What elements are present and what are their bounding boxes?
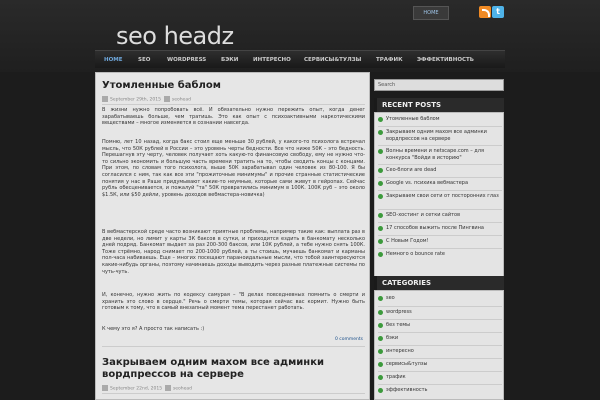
bullet-icon — [378, 362, 383, 367]
divider — [378, 222, 502, 223]
post-meta — [102, 385, 192, 392]
divider — [102, 393, 365, 394]
bullet-icon — [378, 130, 383, 135]
nav-item-beki[interactable]: БЭКИ — [221, 57, 239, 63]
category-link[interactable]: интересно — [386, 348, 414, 354]
category-link[interactable]: эффективность — [386, 387, 428, 393]
recent-post-link[interactable]: 17 способов выжить после Пингвина — [386, 225, 484, 231]
post-paragraph: В вебмастерской среде часто возникают приятные проблемы, например такие как: выплата раз в две недели, но лимит у карты 3К баксов в сутки, и приходится ездить в банкомату несколько дней подряд. Банкомат выдает за раз 200-300 баксов, или 10К рублей, а тебе нужно снять 100К. Тоже стрёмно, народ снимает по 200-1000 рублей, а ты стоишь, мучаешь банкомат и карманы пол-часа набиваешь. Еще – многих посещают параноидальные мысли, что тобой заинтересуются какие-нибудь органы, поэтому начинаешь доходы выводить через разные платежные системы по чуть-чуть. — [102, 229, 365, 275]
divider — [378, 177, 502, 178]
divider — [378, 145, 502, 146]
post-paragraph: И, конечно, нужно жить по кодексу самурая – "В делах повседневных помнить о смерти и хранить это слово в сердце." Речь о смерти темы, которая сейчас вас кормит. Нужно быть готовым к тому, что в самый внезапный момент тема перестанет работать. — [102, 292, 365, 312]
site-logo[interactable]: seo headz — [116, 22, 234, 50]
bullet-icon — [378, 213, 383, 218]
divider — [102, 104, 365, 105]
nav-item-interesno[interactable]: ИНТЕРЕСНО — [253, 57, 291, 63]
bullet-icon — [378, 375, 383, 380]
bullet-icon — [378, 149, 383, 154]
divider — [378, 306, 502, 307]
category-link[interactable]: seo — [386, 295, 395, 301]
category-link[interactable]: wordpress — [386, 309, 412, 315]
categories-list — [374, 290, 504, 400]
post-paragraph: Помню, лет 10 назад, когда бакс стоил еще меньше 30 рублей, у какого-то психолога встречал мысль, что 50К рублей в России – это уровень черты бедности. Все что ниже 50К – это бедность. Перешагнув эту черту, человек получает хоть какую-то финансовую свободу, ему не нужно что-то сильно экономить и большую часть времени тратить на то, чтобы сводить концы с концами. При этом, по словам того психолога, выше 50К зарабатывал один человек из 80-100. Я бы согласился с ним, так как все эти "прожиточные минимумы" и прочие странные статистические понятия у нас в Раше придумывают какие-то неумные, которые сами живут в гейропах. Сейчас рубль обесценивается, и пожалуй "та" 50К превратились минимум в 100К. 100К руб – это около $1.5К, или $50 дейли, уровень доходов вебмастера-новичка) — [102, 139, 365, 198]
category-link[interactable]: без темы — [386, 322, 411, 328]
recent-post-link[interactable]: Утомленные баблом — [386, 116, 440, 122]
recent-post-link[interactable]: Google vs. психика вебмастера — [386, 180, 469, 186]
twitter-icon[interactable]: t — [492, 6, 504, 18]
main-nav — [95, 50, 505, 68]
post-title[interactable]: Утомленные баблом — [102, 80, 221, 91]
recent-post-link[interactable]: Немного о bounce rate — [386, 251, 446, 257]
calendar-icon — [102, 96, 108, 102]
recent-post-link[interactable]: Волны времени и netscape.com – для конкурса "Войди в историю" — [386, 148, 484, 161]
search-input[interactable]: Search — [374, 79, 504, 91]
bullet-icon — [378, 239, 383, 244]
author-icon — [165, 385, 171, 391]
divider — [378, 209, 502, 210]
category-link[interactable]: сервисы&тулзы — [386, 361, 428, 367]
categories-heading: CATEGORIES — [374, 276, 504, 290]
author-icon — [164, 96, 170, 102]
post-title[interactable]: Закрываем одним махом все админки вордпрессов на сервере — [102, 357, 324, 380]
category-link[interactable]: бэки — [386, 335, 399, 341]
post-date: September 29th, 2015 — [110, 97, 161, 103]
bullet-icon — [378, 168, 383, 173]
recent-post-link[interactable]: С Новым Годом! — [386, 238, 429, 244]
recent-post-link[interactable]: SEO-хостинг и сетки сайтов — [386, 212, 461, 218]
nav-item-efficiency[interactable]: ЭФФЕКТИВНОСТЬ — [417, 57, 475, 63]
post-date: September 22nd, 2015 — [110, 386, 163, 392]
divider — [378, 345, 502, 346]
bullet-icon — [378, 388, 383, 393]
recent-posts-heading: RECENT POSTS — [374, 98, 504, 112]
divider — [378, 164, 502, 165]
bullet-icon — [378, 117, 383, 122]
divider — [378, 332, 502, 333]
category-link[interactable]: трафик — [386, 374, 406, 380]
recent-post-link[interactable]: Закрываем одним махом все админки вордпрессов на сервере — [386, 129, 487, 142]
nav-item-services[interactable]: СЕРВИСЫ&ТУЛЗЫ — [304, 57, 362, 63]
divider — [378, 371, 502, 372]
divider — [378, 248, 502, 249]
bullet-icon — [378, 296, 383, 301]
bullet-icon — [378, 226, 383, 231]
bullet-icon — [378, 252, 383, 257]
divider — [378, 235, 502, 236]
calendar-icon — [102, 385, 108, 391]
main-content — [95, 72, 370, 400]
sidebar — [374, 72, 504, 400]
bullet-icon — [378, 310, 383, 315]
nav-item-home[interactable]: HOME — [104, 57, 123, 63]
bullet-icon — [378, 336, 383, 341]
bullet-icon — [378, 323, 383, 328]
top-home-link[interactable]: HOME — [413, 6, 449, 20]
post-paragraph: К чему это я? А просто так написать :) — [102, 326, 205, 332]
recent-post-link[interactable]: Закрываем свои сети от посторонних глаз — [386, 193, 499, 199]
bullet-icon — [378, 194, 383, 199]
post-author[interactable]: seohead — [171, 97, 191, 103]
bullet-icon — [378, 181, 383, 186]
divider — [102, 346, 365, 347]
recent-post-link[interactable]: Сео-блоги are dead — [386, 167, 437, 173]
divider — [378, 384, 502, 385]
post-paragraph: В жизни нужно попробовать всё. И обязательно нужно пережить опыт, когда денег зарабатываешь больше, чем тратишь. Это как опыт с психоактивными наркотическими веществами – многое изменяется в сознании навсегда. — [102, 107, 365, 127]
post-meta — [102, 96, 191, 103]
rss-icon[interactable] — [479, 6, 491, 18]
divider — [378, 358, 502, 359]
nav-item-seo[interactable]: SEO — [138, 57, 151, 63]
header — [0, 0, 600, 72]
bullet-icon — [378, 349, 383, 354]
post-author[interactable]: seohead — [172, 386, 193, 392]
divider — [378, 126, 502, 127]
nav-item-wordpress[interactable]: WORDPRESS — [167, 57, 207, 63]
divider — [378, 190, 502, 191]
nav-item-traffic[interactable]: ТРАФИК — [376, 57, 403, 63]
divider — [378, 319, 502, 320]
comments-link[interactable]: 0 comments — [334, 337, 363, 342]
